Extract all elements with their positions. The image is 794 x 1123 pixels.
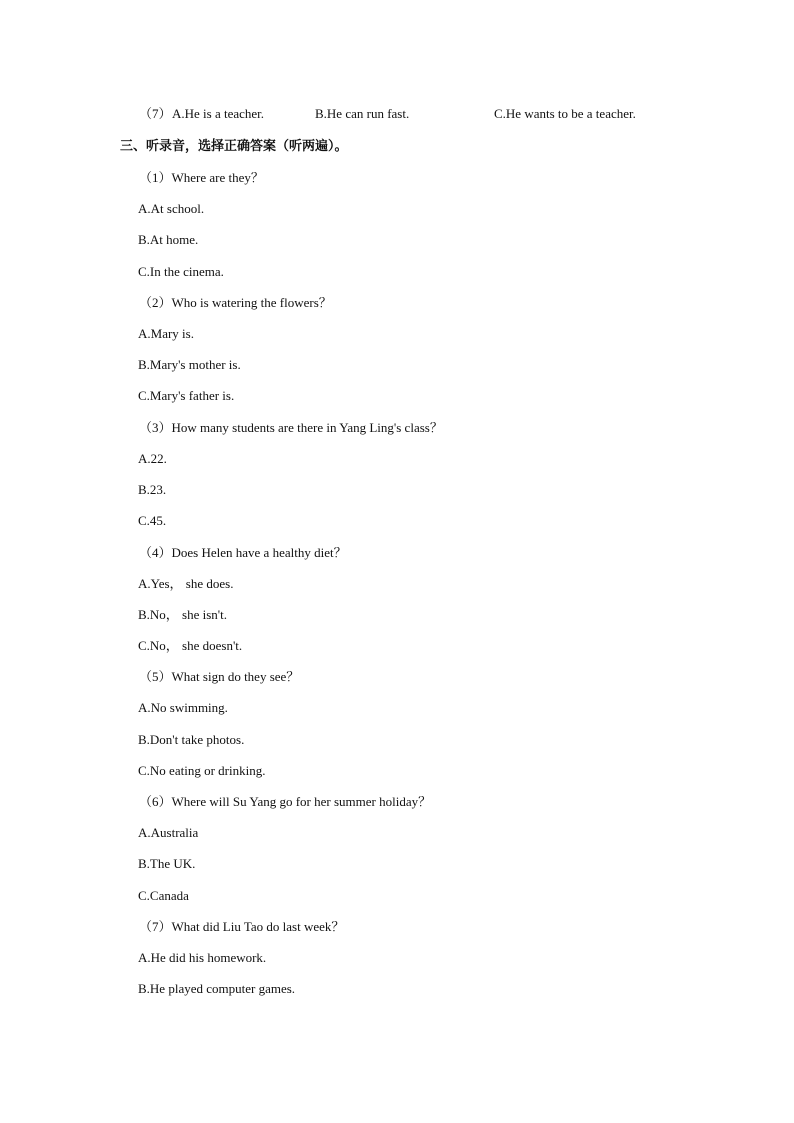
question-3: （3）How many students are there in Yang Ling's class？ [139,420,443,435]
question-3-option-c: C.45. [138,513,167,528]
question-1-option-a: A.At school. [138,201,205,216]
question-6-option-a: A.Australia [138,825,199,840]
question-3-option-b: B.23. [138,482,167,497]
prev-option-a: A.He is a teacher. [172,106,265,121]
question-2-option-a: A.Mary is. [138,326,194,341]
section-heading: 三、听录音，选择正确答案（听两遍）。 [120,139,348,154]
question-1-option-b: B.At home. [138,232,199,247]
question-6-option-c: C.Canada [138,888,189,903]
question-5-option-c: C.No eating or drinking. [138,763,266,778]
question-6-option-b: B.The UK. [138,856,196,871]
question-5-option-b: B.Don't take photos. [138,732,245,747]
question-4-option-c: C.No， she doesn't. [138,638,243,653]
question-2: （2）Who is watering the flowers？ [139,295,332,310]
question-6: （6）Where will Su Yang go for her summer holiday？ [139,794,432,809]
question-5-option-a: A.No swimming. [138,700,228,715]
question-2-option-c: C.Mary's father is. [138,388,235,403]
question-1-option-c: C.In the cinema. [138,264,224,279]
prev-option-b: B.He can run fast. [315,106,410,121]
question-7: （7）What did Liu Tao do last week？ [139,919,345,934]
question-1: （1）Where are they？ [139,170,264,185]
question-3-option-a: A.22. [138,451,167,466]
question-5: （5）What sign do they see？ [139,669,300,684]
question-4-option-a: A.Yes， she does. [138,576,234,591]
question-7-option-b: B.He played computer games. [138,981,296,996]
question-7-option-a: A.He did his homework. [138,950,267,965]
question-2-option-b: B.Mary's mother is. [138,357,241,372]
question-4: （4）Does Helen have a healthy diet？ [139,545,347,560]
prev-option-c: C.He wants to be a teacher. [494,106,636,121]
prev-question-number: （7） [139,106,172,121]
question-4-option-b: B.No， she isn't. [138,607,228,622]
